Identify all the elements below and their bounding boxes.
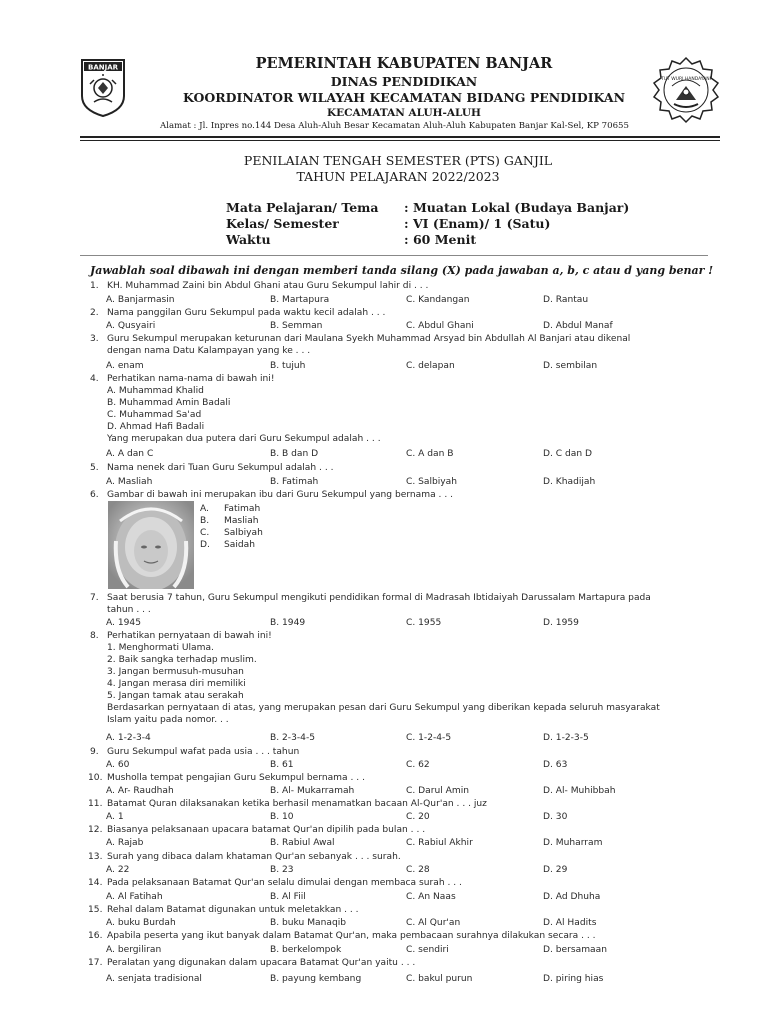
answer-option: B. payung kembang (270, 974, 362, 984)
question-number: 1. (90, 281, 99, 291)
question-number: 16. (88, 931, 103, 941)
answer-option: B. Al- Mukarramah (270, 786, 355, 796)
answer-option: A. 1945 (106, 618, 141, 628)
question-text: Saat berusia 7 tahun, Guru Sekumpul mengikuti pendidikan formal di Madrasah Ibtidaiyah Darussalam Martapura pada (107, 593, 651, 603)
question-text-line: 4. Jangan merasa diri memiliki (107, 679, 246, 689)
answer-option: B. 61 (270, 760, 294, 770)
answer-option: C. 28 (406, 865, 430, 875)
answer-option: C. Abdul Ghani (406, 321, 474, 331)
question-text: Nama panggilan Guru Sekumpul pada waktu kecil adalah . . . (107, 308, 386, 318)
answer-option: A. Masliah (106, 477, 153, 487)
answer-option: B. Rabiul Awal (270, 838, 335, 848)
answer-option: D. sembilan (543, 361, 598, 371)
question-text-line: Islam yaitu pada nomor. . . (107, 715, 229, 725)
option-text: Salbiyah (224, 528, 263, 538)
answer-option: D. Al Hadits (543, 918, 597, 928)
answer-option: C. Darul Amin (406, 786, 469, 796)
meta-key: Kelas/ Semester (226, 216, 339, 231)
answer-option: C. bakul purun (406, 974, 473, 984)
meta-key: Mata Pelajaran/ Tema (226, 200, 379, 215)
answer-option: A. Banjarmasin (106, 295, 175, 305)
exam-title: PENILAIAN TENGAH SEMESTER (PTS) GANJIL (243, 153, 553, 168)
answer-option: C. Rabiul Akhir (406, 838, 473, 848)
answer-option: D. C dan D (543, 449, 593, 459)
question-number: 10. (88, 773, 103, 783)
question-number: 6. (90, 490, 99, 500)
question-text: Guru Sekumpul merupakan keturunan dari Maulana Syekh Muhammad Arsyad bin Abdullah Al Banjari atau dikenal (107, 334, 631, 344)
option-letter: C. (200, 528, 210, 538)
question-text: Perhatikan pernyataan di bawah ini! (107, 631, 272, 641)
question-text-line: C. Muhammad Sa'ad (107, 410, 202, 420)
answer-option: D. Rantau (543, 295, 589, 305)
answer-option: C. Salbiyah (406, 477, 458, 487)
answer-option: A. 1-2-3-4 (106, 733, 151, 743)
meta-value: : VI (Enam)/ 1 (Satu) (404, 216, 551, 231)
address: Alamat : Jl. Inpres no.144 Desa Aluh-Aluh Besar Kecamatan Aluh-Aluh Kabupaten Banjar Kal-Sel, KP 70655 (160, 121, 629, 131)
question-number: 17. (88, 958, 103, 968)
answer-option: D. Khadijah (543, 477, 596, 487)
question-text-line: D. Ahmad Hafi Badali (107, 422, 205, 432)
question-text: Guru Sekumpul wafat pada usia . . . tahun (107, 747, 300, 757)
answer-option: C. 1-2-4-5 (406, 733, 452, 743)
answer-option: B. berkelompok (270, 945, 342, 955)
answer-option: A. enam (106, 361, 144, 371)
question-text: Pada pelaksanaan Batamat Qur'an selalu dimulai dengan membaca surah . . . (107, 878, 462, 888)
answer-option: D. 1959 (543, 618, 579, 628)
answer-option: C. sendiri (406, 945, 449, 955)
question-number: 13. (88, 852, 103, 862)
answer-option: A. Rajab (106, 838, 144, 848)
answer-option: B. 23 (270, 865, 294, 875)
question-text-line: 5. Jangan tamak atau serakah (107, 691, 244, 701)
answer-option: A. 22 (106, 865, 130, 875)
answer-option: A. Qusyairi (106, 321, 156, 331)
answer-option: D. bersamaan (543, 945, 607, 955)
instruction-text: Jawablah soal dibawah ini dengan memberi tanda silang (X) pada jawaban a, b, c atau d yang benar ! (90, 264, 714, 277)
question-number: 5. (90, 463, 99, 473)
meta-value: : Muatan Lokal (Budaya Banjar) (404, 200, 630, 215)
answer-option: B. tujuh (270, 361, 306, 371)
answer-option: A. buku Burdah (106, 918, 176, 928)
answer-option: B. 1949 (270, 618, 306, 628)
answer-option: B. Martapura (270, 295, 330, 305)
question-number: 12. (88, 825, 103, 835)
question-text-line: B. Muhammad Amin Badali (107, 398, 231, 408)
question-number: 15. (88, 905, 103, 915)
question-number: 7. (90, 593, 99, 603)
question-number: 3. (90, 334, 99, 344)
option-text: Masliah (224, 516, 259, 526)
question-text-line: dengan nama Datu Kalampayan yang ke . . . (107, 346, 311, 356)
option-letter: A. (200, 504, 209, 514)
question-text-line: tahun . . . (107, 605, 151, 615)
question-text: Biasanya pelaksanaan upacara batamat Qur'an dipilih pada bulan . . . (107, 825, 426, 835)
option-letter: D. (200, 540, 210, 550)
question-number: 11. (88, 799, 103, 809)
question-text: Apabila peserta yang ikut banyak dalam Batamat Qur'an, maka pembacaan surahnya dilakukan secara . . . (107, 931, 596, 941)
answer-option: B. 2-3-4-5 (270, 733, 316, 743)
answer-option: A. 1 (106, 812, 124, 822)
question-text-line: Yang merupakan dua putera dari Guru Sekumpul adalah . . . (107, 434, 381, 444)
answer-option: B. Semman (270, 321, 323, 331)
question-text-line: 1. Menghormati Ulama. (107, 643, 214, 653)
answer-option: D. 29 (543, 865, 568, 875)
question-number: 9. (90, 747, 99, 757)
question-text-line: 2. Baik sangka terhadap muslim. (107, 655, 257, 665)
answer-option: C. Kandangan (406, 295, 470, 305)
answer-option: B. 10 (270, 812, 294, 822)
answer-option: D. Al- Muhibbah (543, 786, 616, 796)
answer-option: D. 63 (543, 760, 568, 770)
question-text: Surah yang dibaca dalam khataman Qur'an sebanyak . . . surah. (107, 852, 401, 862)
answer-option: D. piring hias (543, 974, 604, 984)
answer-option: B. Al Fiil (270, 892, 306, 902)
option-text: Saidah (224, 540, 255, 550)
answer-option: C. delapan (406, 361, 455, 371)
logo-left-label: BANJAR (87, 63, 119, 72)
question-text: Rehal dalam Batamat digunakan untuk meletakkan . . . (107, 905, 359, 915)
meta-value: : 60 Menit (404, 232, 477, 247)
answer-option: C. A dan B (406, 449, 454, 459)
question-number: 8. (90, 631, 99, 641)
department-name: DINAS PENDIDIKAN (330, 74, 478, 89)
question-text: Perhatikan nama-nama di bawah ini! (107, 374, 275, 384)
question-number: 2. (90, 308, 99, 318)
question-text: Peralatan yang digunakan dalam upacara Batamat Qur'an yaitu . . . (107, 958, 416, 968)
question-number: 14. (88, 878, 103, 888)
answer-option: C. 20 (406, 812, 430, 822)
answer-option: D. 1-2-3-5 (543, 733, 589, 743)
question-text: Gambar di bawah ini merupakan ibu dari Guru Sekumpul yang bernama . . . (107, 490, 454, 500)
answer-option: A. 60 (106, 760, 130, 770)
answer-option: C. 1955 (406, 618, 442, 628)
question-text: Nama nenek dari Tuan Guru Sekumpul adalah . . . (107, 463, 334, 473)
answer-option: A. A dan C (106, 449, 154, 459)
answer-option: D. Abdul Manaf (543, 321, 613, 331)
question-text: Musholla tempat pengajian Guru Sekumpul bernama . . . (107, 773, 365, 783)
answer-option: A. bergiliran (106, 945, 162, 955)
option-letter: B. (200, 516, 210, 526)
answer-option: D. 30 (543, 812, 568, 822)
question-number: 4. (90, 374, 99, 384)
answer-option: C. An Naas (406, 892, 456, 902)
answer-option: B. buku Manaqib (270, 918, 347, 928)
answer-option: D. Muharram (543, 838, 603, 848)
answer-option: A. Ar- Raudhah (106, 786, 174, 796)
question-text-line: A. Muhammad Khalid (107, 386, 204, 396)
question-text: KH. Muhammad Zaini bin Abdul Ghani atau Guru Sekumpul lahir di . . . (107, 281, 429, 291)
district-name: KECAMATAN ALUH-ALUH (327, 107, 481, 119)
exam-year: TAHUN PELAJARAN 2022/2023 (296, 169, 500, 184)
question-text: Batamat Quran dilaksanakan ketika berhasil menamatkan bacaan Al-Qur'an . . . juz (107, 799, 487, 809)
answer-option: D. Ad Dhuha (543, 892, 601, 902)
coordinator-name: KOORDINATOR WILAYAH KECAMATAN BIDANG PENDIDIKAN (182, 90, 626, 105)
logo-right-label: TUT WURI HANDAYANI (661, 77, 711, 82)
question-text-line: Berdasarkan pernyataan di atas, yang merupakan pesan dari Guru Sekumpul yang diberikan kepada seluruh masyarakat (107, 703, 660, 713)
answer-option: B. Fatimah (270, 477, 319, 487)
government-name: PEMERINTAH KABUPATEN BANJAR (255, 55, 553, 72)
answer-option: B. B dan D (270, 449, 319, 459)
option-text: Fatimah (224, 504, 261, 514)
meta-key: Waktu (226, 232, 271, 247)
answer-option: C. Al Qur'an (406, 918, 461, 928)
answer-option: A. Al Fatihah (106, 892, 163, 902)
answer-option: C. 62 (406, 760, 430, 770)
answer-option: A. senjata tradisional (106, 974, 202, 984)
question-text-line: 3. Jangan bermusuh-musuhan (107, 667, 244, 677)
